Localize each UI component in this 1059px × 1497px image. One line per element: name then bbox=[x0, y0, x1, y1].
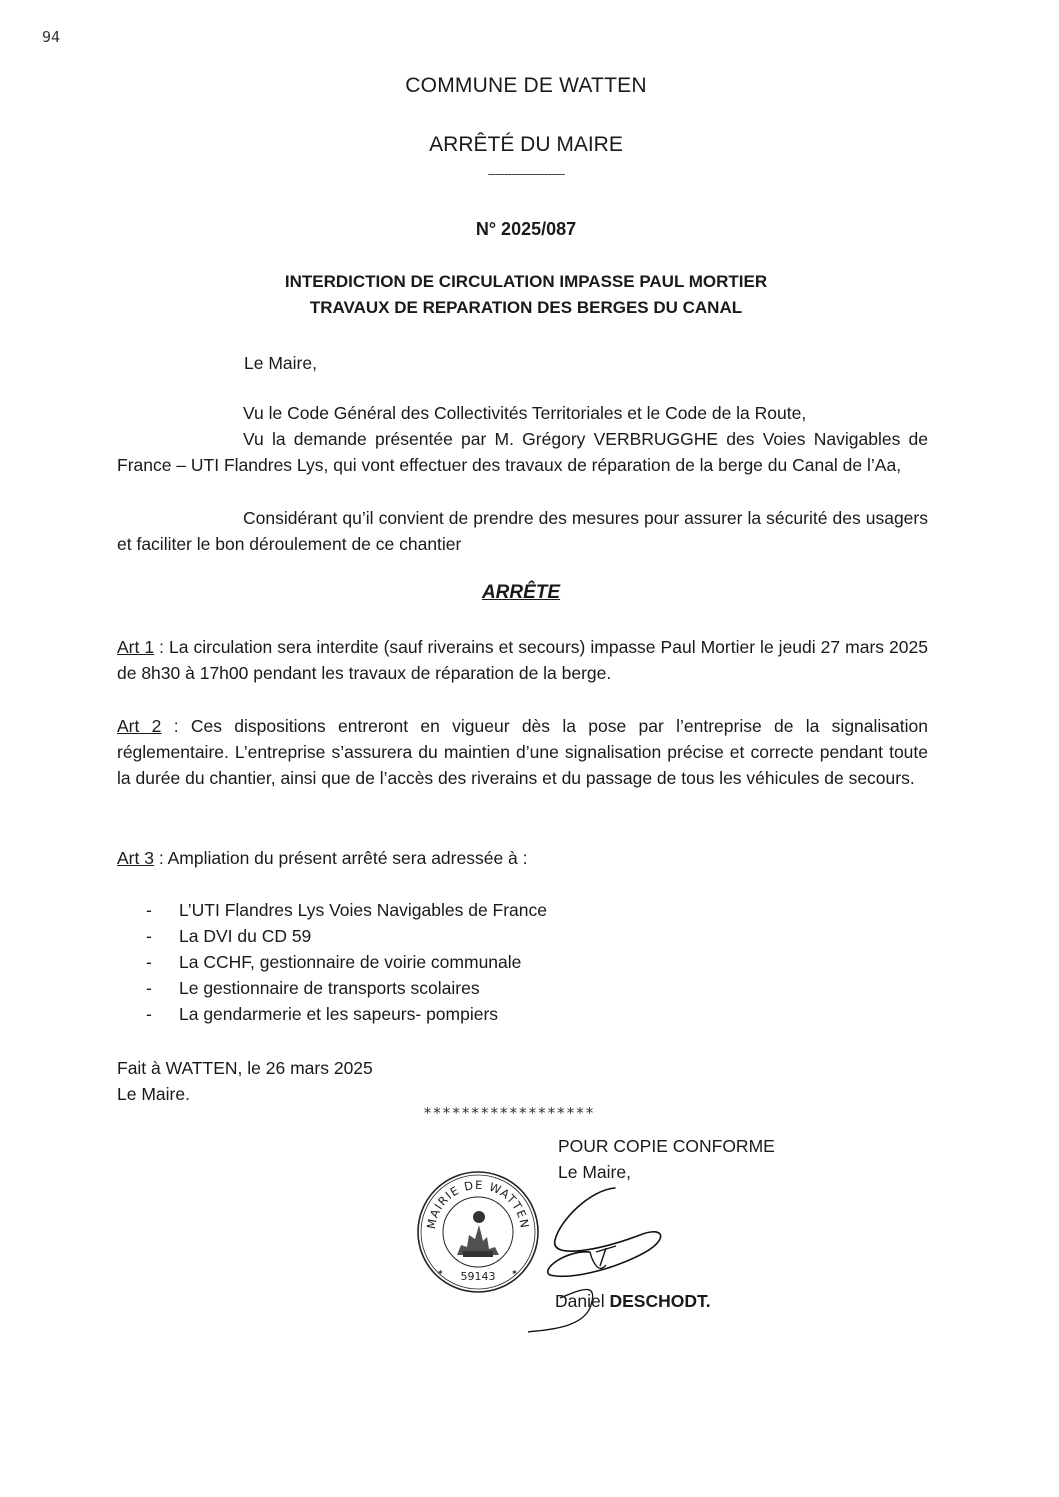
closing-le-maire: Le Maire. bbox=[117, 1084, 190, 1104]
article-3-text: : Ampliation du présent arrêté sera adressée à : bbox=[153, 848, 528, 868]
arrete-du-maire-heading: ARRÊTÉ DU MAIRE bbox=[429, 133, 623, 156]
handwritten-signature bbox=[520, 1180, 700, 1340]
article-2 bbox=[117, 713, 928, 791]
decree-title-line2: TRAVAUX DE REPARATION DES BERGES DU CANAL bbox=[309, 298, 743, 317]
list-item bbox=[146, 923, 547, 949]
recipient-text: La gendarmerie et les sapeurs- pompiers bbox=[179, 1004, 499, 1024]
decree-title-line1: INTERDICTION DE CIRCULATION IMPASSE PAUL MORTIER bbox=[284, 272, 768, 291]
list-bullet: - bbox=[146, 926, 152, 946]
preamble-considerant: Considérant qu’il convient de prendre des mesures pour assurer la sécurité des usagers et faciliter le bon déroulement de ce chantier bbox=[117, 508, 928, 554]
svg-text:✶: ✶ bbox=[437, 1268, 444, 1277]
pour-copie-conforme: POUR COPIE CONFORME bbox=[558, 1136, 775, 1156]
list-bullet: - bbox=[146, 1004, 152, 1024]
page-number: 94 bbox=[42, 28, 61, 46]
article-2-text: : Ces dispositions entreront en vigueur dès la pose par l’entreprise de la signalisation réglementaire. L’entreprise s’assurera du maintien d’une signalisation précise et correcte pendant toute la durée du chantier, ainsi que de l’accès des riverains et du passage de tous les véhicules de secours. bbox=[117, 716, 928, 788]
article-1-label: Art 1 bbox=[117, 637, 155, 657]
recipient-text: Le gestionnaire de transports scolaires bbox=[179, 978, 480, 998]
header-separator: ----------------------- bbox=[487, 166, 565, 181]
article-1-text: : La circulation sera interdite (sauf riverains et secours) impasse Paul Mortier le jeudi 27 mars 2025 de 8h30 à 17h00 pendant les travaux de réparation de la berge. bbox=[117, 637, 928, 683]
article-2-label: Art 2 bbox=[117, 716, 162, 736]
stars-separator: ****************** bbox=[423, 1104, 595, 1122]
list-item bbox=[146, 949, 547, 975]
recipient-text: L’UTI Flandres Lys Voies Navigables de France bbox=[179, 900, 548, 920]
article-3-label: Art 3 bbox=[117, 848, 154, 868]
list-item bbox=[146, 975, 547, 1001]
list-item bbox=[146, 897, 547, 923]
recipient-text: La CCHF, gestionnaire de voirie communale bbox=[179, 952, 522, 972]
svg-text:✶: ✶ bbox=[511, 1268, 518, 1277]
decree-number: N° 2025/087 bbox=[475, 219, 577, 239]
preamble-vu-code: Vu le Code Général des Collectivités Territoriales et le Code de la Route, bbox=[243, 403, 807, 423]
copie-le-maire: Le Maire, bbox=[558, 1162, 631, 1182]
fait-a-watten: Fait à WATTEN, le 26 mars 2025 bbox=[117, 1058, 373, 1078]
list-bullet: - bbox=[146, 978, 152, 998]
article-1 bbox=[117, 634, 928, 686]
stamp-top-text: MAIRIE DE WATTEN bbox=[423, 1177, 533, 1231]
preamble-vu-demande: Vu la demande présentée par M. Grégory VERBRUGGHE des Voies Navigables de France – UTI Flandres Lys, qui vont effectuer des travaux de réparation de la berge du Canal de l’Aa, bbox=[117, 429, 928, 475]
signatory-name bbox=[555, 1291, 711, 1312]
recipients-list bbox=[146, 897, 547, 1027]
recipient-text: La DVI du CD 59 bbox=[179, 926, 312, 946]
commune-heading: COMMUNE DE WATTEN bbox=[405, 74, 647, 97]
arrete-heading: ARRÊTE bbox=[481, 582, 561, 603]
preamble-le-maire: Le Maire, bbox=[244, 353, 317, 373]
list-item bbox=[146, 1001, 547, 1027]
signatory-first-name: Daniel bbox=[555, 1291, 605, 1311]
signatory-last-name: DESCHODT. bbox=[609, 1291, 711, 1311]
article-3 bbox=[117, 845, 928, 871]
stamp-bottom-text: 59143 bbox=[460, 1270, 496, 1283]
list-bullet: - bbox=[146, 952, 152, 972]
list-bullet: - bbox=[146, 900, 152, 920]
